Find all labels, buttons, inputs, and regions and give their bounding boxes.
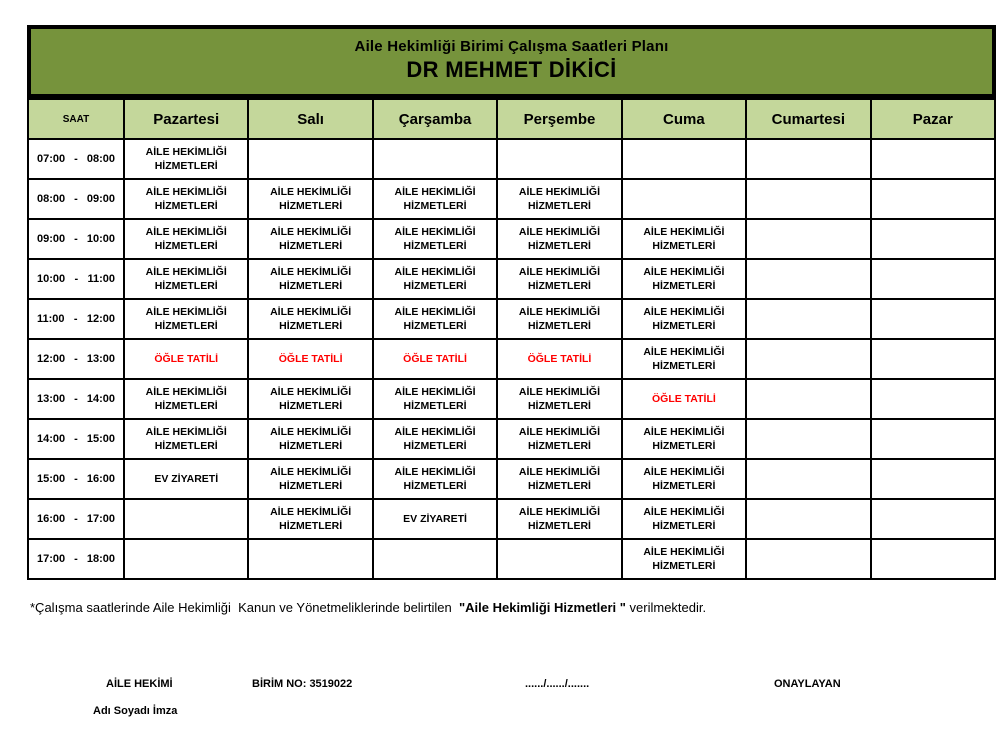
schedule-cell bbox=[746, 299, 870, 339]
schedule-cell bbox=[746, 339, 870, 379]
schedule-cell: AİLE HEKİMLİĞİ HİZMETLERİ bbox=[373, 459, 497, 499]
column-header-day-0: Pazartesi bbox=[124, 99, 248, 139]
table-title bbox=[27, 25, 996, 98]
schedule-cell bbox=[871, 419, 995, 459]
time-end: 13:00 bbox=[86, 353, 115, 365]
name-signature-label: Adı Soyadı İmza bbox=[93, 705, 178, 717]
schedule-table-header bbox=[28, 99, 995, 139]
schedule-cell: AİLE HEKİMLİĞİ HİZMETLERİ bbox=[124, 139, 248, 179]
time-end: 17:00 bbox=[86, 513, 115, 525]
schedule-cell: AİLE HEKİMLİĞİ HİZMETLERİ bbox=[124, 259, 248, 299]
column-header-day-3: Perşembe bbox=[497, 99, 621, 139]
schedule-cell bbox=[746, 419, 870, 459]
time-range-cell bbox=[28, 419, 124, 459]
time-range bbox=[29, 193, 123, 205]
schedule-cell bbox=[373, 539, 497, 579]
schedule-row-9 bbox=[28, 499, 995, 539]
schedule-cell: AİLE HEKİMLİĞİ HİZMETLERİ bbox=[622, 459, 746, 499]
time-separator: - bbox=[74, 273, 79, 285]
schedule-cell: AİLE HEKİMLİĞİ HİZMETLERİ bbox=[124, 299, 248, 339]
schedule-cell bbox=[871, 379, 995, 419]
time-start: 11:00 bbox=[37, 313, 65, 325]
schedule-cell bbox=[746, 499, 870, 539]
schedule-cell bbox=[746, 219, 870, 259]
schedule-row-2 bbox=[28, 219, 995, 259]
approver-label: ONAYLAYAN bbox=[774, 678, 841, 690]
schedule-cell: AİLE HEKİMLİĞİ HİZMETLERİ bbox=[497, 499, 621, 539]
schedule-cell: AİLE HEKİMLİĞİ HİZMETLERİ bbox=[373, 419, 497, 459]
schedule-row-1 bbox=[28, 179, 995, 219]
schedule-cell bbox=[871, 499, 995, 539]
column-header-day-4: Cuma bbox=[622, 99, 746, 139]
schedule-cell bbox=[746, 379, 870, 419]
schedule-row-5 bbox=[28, 339, 995, 379]
schedule-cell: AİLE HEKİMLİĞİ HİZMETLERİ bbox=[248, 179, 372, 219]
schedule-cell: AİLE HEKİMLİĞİ HİZMETLERİ bbox=[622, 339, 746, 379]
schedule-cell: AİLE HEKİMLİĞİ HİZMETLERİ bbox=[497, 379, 621, 419]
footnote-prefix: *Çalışma saatlerinde Aile Hekimliği Kanun ve Yönetmeliklerinde belirtilen bbox=[30, 600, 459, 615]
schedule-cell: ÖĞLE TATİLİ bbox=[248, 339, 372, 379]
schedule-cell bbox=[746, 459, 870, 499]
schedule-cell: AİLE HEKİMLİĞİ HİZMETLERİ bbox=[622, 539, 746, 579]
doctor-role-label: AİLE HEKİMİ bbox=[106, 678, 173, 690]
time-end: 16:00 bbox=[86, 473, 115, 485]
schedule-cell: AİLE HEKİMLİĞİ HİZMETLERİ bbox=[248, 379, 372, 419]
time-range bbox=[29, 273, 123, 285]
time-range-cell bbox=[28, 299, 124, 339]
schedule-cell bbox=[124, 499, 248, 539]
schedule-row-0 bbox=[28, 139, 995, 179]
column-header-saat: SAAT bbox=[28, 99, 124, 139]
footnote bbox=[30, 600, 996, 615]
footnote-bold: "Aile Hekimliği Hizmetleri " bbox=[458, 600, 626, 615]
schedule-cell bbox=[622, 139, 746, 179]
time-range-cell bbox=[28, 139, 124, 179]
time-range bbox=[29, 153, 123, 165]
time-separator: - bbox=[74, 393, 78, 405]
schedule-cell bbox=[746, 139, 870, 179]
time-start: 08:00 bbox=[37, 193, 66, 205]
time-start: 10:00 bbox=[37, 273, 66, 285]
schedule-cell: ÖĞLE TATİLİ bbox=[622, 379, 746, 419]
schedule-cell bbox=[373, 139, 497, 179]
time-end: 18:00 bbox=[86, 553, 115, 565]
schedule-cell bbox=[497, 139, 621, 179]
time-end: 12:00 bbox=[86, 313, 115, 325]
schedule-cell: AİLE HEKİMLİĞİ HİZMETLERİ bbox=[622, 259, 746, 299]
column-header-day-1: Salı bbox=[248, 99, 372, 139]
schedule-cell: AİLE HEKİMLİĞİ HİZMETLERİ bbox=[373, 219, 497, 259]
schedule-cell bbox=[871, 219, 995, 259]
schedule-cell: AİLE HEKİMLİĞİ HİZMETLERİ bbox=[373, 179, 497, 219]
schedule-cell: AİLE HEKİMLİĞİ HİZMETLERİ bbox=[373, 299, 497, 339]
schedule-cell bbox=[871, 179, 995, 219]
schedule-cell bbox=[746, 179, 870, 219]
schedule-cell: AİLE HEKİMLİĞİ HİZMETLERİ bbox=[248, 419, 372, 459]
schedule-cell: EV ZİYARETİ bbox=[373, 499, 497, 539]
schedule-cell bbox=[746, 259, 870, 299]
column-header-day-2: Çarşamba bbox=[373, 99, 497, 139]
time-end: 15:00 bbox=[86, 433, 115, 445]
time-start: 17:00 bbox=[37, 553, 66, 565]
schedule-cell bbox=[248, 539, 372, 579]
time-range-cell bbox=[28, 459, 124, 499]
schedule-cell: AİLE HEKİMLİĞİ HİZMETLERİ bbox=[124, 419, 248, 459]
schedule-cell: ÖĞLE TATİLİ bbox=[373, 339, 497, 379]
time-start: 07:00 bbox=[37, 153, 66, 165]
schedule-cell bbox=[871, 299, 995, 339]
schedule-cell: AİLE HEKİMLİĞİ HİZMETLERİ bbox=[248, 459, 372, 499]
schedule-cell bbox=[871, 259, 995, 299]
time-separator: - bbox=[74, 233, 78, 245]
time-range-cell bbox=[28, 499, 124, 539]
schedule-cell: ÖĞLE TATİLİ bbox=[124, 339, 248, 379]
time-start: 14:00 bbox=[37, 433, 66, 445]
time-separator: - bbox=[74, 433, 78, 445]
time-range bbox=[29, 433, 123, 445]
schedule-cell: AİLE HEKİMLİĞİ HİZMETLERİ bbox=[497, 459, 621, 499]
schedule-cell: AİLE HEKİMLİĞİ HİZMETLERİ bbox=[124, 379, 248, 419]
schedule-cell: AİLE HEKİMLİĞİ HİZMETLERİ bbox=[497, 179, 621, 219]
schedule-cell: AİLE HEKİMLİĞİ HİZMETLERİ bbox=[248, 259, 372, 299]
time-end: 10:00 bbox=[86, 233, 115, 245]
time-separator: - bbox=[74, 473, 78, 485]
time-range bbox=[29, 393, 123, 405]
time-start: 16:00 bbox=[37, 513, 66, 525]
schedule-row-4 bbox=[28, 299, 995, 339]
time-separator: - bbox=[74, 353, 78, 365]
schedule-row-6 bbox=[28, 379, 995, 419]
time-end: 11:00 bbox=[87, 273, 115, 285]
schedule-cell: AİLE HEKİMLİĞİ HİZMETLERİ bbox=[622, 419, 746, 459]
time-range bbox=[29, 513, 123, 525]
schedule-row-8 bbox=[28, 459, 995, 499]
date-placeholder: ....../....../....... bbox=[525, 678, 590, 690]
schedule-cell bbox=[124, 539, 248, 579]
time-range bbox=[29, 233, 123, 245]
time-start: 12:00 bbox=[37, 353, 66, 365]
time-range-cell bbox=[28, 219, 124, 259]
time-range bbox=[29, 473, 123, 485]
time-end: 14:00 bbox=[86, 393, 115, 405]
schedule-document bbox=[27, 25, 996, 615]
schedule-cell: AİLE HEKİMLİĞİ HİZMETLERİ bbox=[248, 499, 372, 539]
schedule-cell: AİLE HEKİMLİĞİ HİZMETLERİ bbox=[497, 219, 621, 259]
time-end: 08:00 bbox=[86, 153, 115, 165]
time-range-cell bbox=[28, 179, 124, 219]
time-start: 15:00 bbox=[37, 473, 66, 485]
time-separator: - bbox=[73, 313, 78, 325]
schedule-cell: ÖĞLE TATİLİ bbox=[497, 339, 621, 379]
header-row bbox=[28, 99, 995, 139]
schedule-row-3 bbox=[28, 259, 995, 299]
time-range bbox=[29, 353, 123, 365]
column-header-day-5: Cumartesi bbox=[746, 99, 870, 139]
unit-number-label: BİRİM NO: 3519022 bbox=[252, 678, 353, 690]
schedule-cell: AİLE HEKİMLİĞİ HİZMETLERİ bbox=[248, 219, 372, 259]
time-range-cell bbox=[28, 539, 124, 579]
time-range-cell bbox=[28, 339, 124, 379]
schedule-cell: EV ZİYARETİ bbox=[124, 459, 248, 499]
time-range bbox=[29, 313, 123, 325]
time-separator: - bbox=[74, 553, 78, 565]
schedule-cell: AİLE HEKİMLİĞİ HİZMETLERİ bbox=[373, 259, 497, 299]
schedule-cell bbox=[871, 459, 995, 499]
schedule-cell bbox=[871, 339, 995, 379]
time-start: 09:00 bbox=[37, 233, 66, 245]
time-start: 13:00 bbox=[37, 393, 66, 405]
title-doctor-name: DR MEHMET DİKİCİ bbox=[406, 57, 617, 82]
time-separator: - bbox=[74, 513, 78, 525]
schedule-cell: AİLE HEKİMLİĞİ HİZMETLERİ bbox=[497, 299, 621, 339]
time-end: 09:00 bbox=[86, 193, 115, 205]
schedule-cell: AİLE HEKİMLİĞİ HİZMETLERİ bbox=[497, 259, 621, 299]
schedule-row-7 bbox=[28, 419, 995, 459]
schedule-table bbox=[27, 98, 996, 580]
schedule-cell: AİLE HEKİMLİĞİ HİZMETLERİ bbox=[497, 419, 621, 459]
schedule-cell: AİLE HEKİMLİĞİ HİZMETLERİ bbox=[248, 299, 372, 339]
schedule-cell: AİLE HEKİMLİĞİ HİZMETLERİ bbox=[124, 219, 248, 259]
time-separator: - bbox=[74, 153, 78, 165]
schedule-cell bbox=[248, 139, 372, 179]
schedule-cell: AİLE HEKİMLİĞİ HİZMETLERİ bbox=[124, 179, 248, 219]
schedule-cell: AİLE HEKİMLİĞİ HİZMETLERİ bbox=[622, 219, 746, 259]
time-range-cell bbox=[28, 259, 124, 299]
footnote-suffix: verilmektedir. bbox=[625, 600, 707, 615]
schedule-cell: AİLE HEKİMLİĞİ HİZMETLERİ bbox=[373, 379, 497, 419]
schedule-table-body bbox=[28, 139, 995, 579]
schedule-cell bbox=[746, 539, 870, 579]
time-range bbox=[29, 553, 123, 565]
schedule-cell bbox=[622, 179, 746, 219]
schedule-row-10 bbox=[28, 539, 995, 579]
schedule-cell bbox=[871, 139, 995, 179]
schedule-cell: AİLE HEKİMLİĞİ HİZMETLERİ bbox=[622, 299, 746, 339]
column-header-day-6: Pazar bbox=[871, 99, 995, 139]
schedule-cell: AİLE HEKİMLİĞİ HİZMETLERİ bbox=[622, 499, 746, 539]
schedule-cell bbox=[497, 539, 621, 579]
schedule-cell bbox=[871, 539, 995, 579]
time-separator: - bbox=[74, 193, 78, 205]
time-range-cell bbox=[28, 379, 124, 419]
title-plan-name: Aile Hekimliği Birimi Çalışma Saatleri Planı bbox=[354, 38, 669, 55]
